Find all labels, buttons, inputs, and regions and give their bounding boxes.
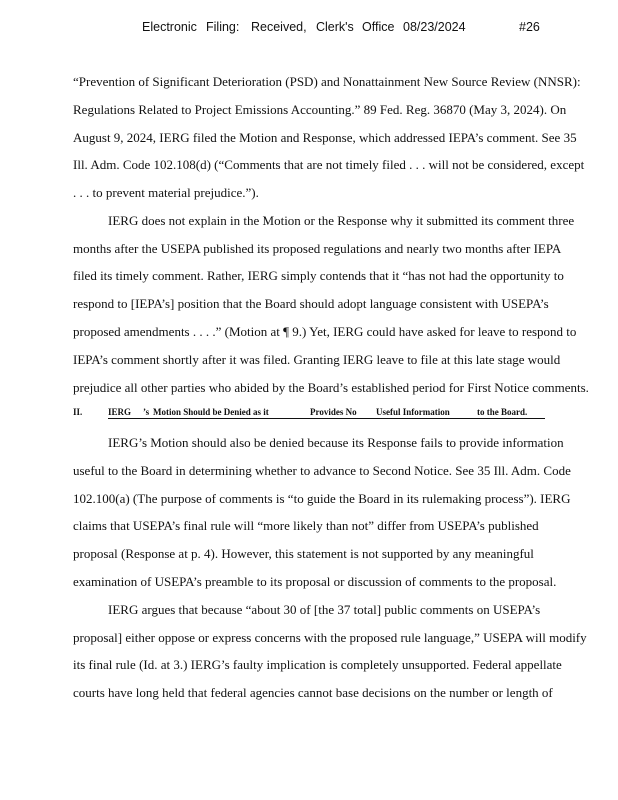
header-number: #26 (519, 20, 540, 34)
heading-word: Useful Information (376, 407, 450, 417)
body-line: Regulations Related to Project Emissions Accounting.” 89 Fed. Reg. 36870 (May 3, 2024). On (73, 102, 567, 117)
body-line: filed its timely comment. Rather, IERG simply contends that it “has not had the opportunity to (73, 268, 564, 283)
header-electronic: Electronic (142, 20, 197, 34)
body-line: useful to the Board in determining whether to advance to Second Notice. See 35 Ill. Adm. Code (73, 463, 571, 478)
heading-word: ’s (143, 407, 150, 417)
header-date: 08/23/2024 (403, 20, 466, 34)
body-line: its final rule (Id. at 3.) IERG’s faulty implication is completely unsupported. Federal appellate (73, 657, 562, 672)
header-filing: Filing: (206, 20, 240, 34)
body-line: proposal] either oppose or express concerns with the proposed rule language,” USEPA will modify (73, 630, 587, 645)
header-office: Office (362, 20, 395, 34)
body-line: 102.100(a) (The purpose of comments is “to guide the Board in its rulemaking process”). IERG (73, 491, 571, 506)
body-line: August 9, 2024, IERG filed the Motion and Response, which addressed IEPA’s comment. See 35 (73, 130, 577, 145)
body-line: courts have long held that federal agencies cannot base decisions on the number or length of (73, 685, 553, 700)
heading-word: IERG (108, 407, 132, 417)
heading-numeral: II. (73, 407, 83, 417)
heading-word: to the Board. (477, 407, 528, 417)
body-line: IERG argues that because “about 30 of [the 37 total] public comments on USEPA’s (108, 602, 541, 617)
body-line: “Prevention of Significant Deterioration (PSD) and Nonattainment New Source Review (NNSR): (73, 74, 581, 89)
heading-word: Provides No (310, 407, 357, 417)
body-line: respond to [IEPA’s] position that the Board should adopt language consistent with USEPA’s (73, 296, 549, 311)
body-line: Ill. Adm. Code 102.108(d) (“Comments that are not timely filed . . . will not be considered, except (73, 157, 585, 172)
header-clerks: Clerk's (316, 20, 354, 34)
body-line: claims that USEPA’s final rule will “more likely than not” differ from USEPA’s published (73, 518, 539, 533)
body-line: prejudice all other parties who abided by the Board’s established period for First Notice comments. (73, 380, 589, 395)
body-line: IERG’s Motion should also be denied because its Response fails to provide information (108, 435, 564, 450)
heading-word: Motion Should be Denied as it (153, 407, 269, 417)
heading-underline (108, 418, 545, 419)
body-line: proposed amendments . . . .” (Motion at ¶ 9.) Yet, IERG could have asked for leave to respond to (73, 324, 577, 339)
body-line: IEPA’s comment shortly after it was filed. Granting IERG leave to file at this late stage would (73, 352, 561, 367)
body-line: months after the USEPA published its proposed regulations and nearly two months after IEPA (73, 241, 562, 256)
header-received: Received, (251, 20, 307, 34)
body-line: . . . to prevent material prejudice.”). (73, 185, 259, 200)
body-line: proposal (Response at p. 4). However, this statement is not supported by any meaningful (73, 546, 534, 561)
body-line: IERG does not explain in the Motion or the Response why it submitted its comment three (108, 213, 575, 228)
body-line: examination of USEPA’s preamble to its proposal or discussion of comments to the proposal. (73, 574, 557, 589)
